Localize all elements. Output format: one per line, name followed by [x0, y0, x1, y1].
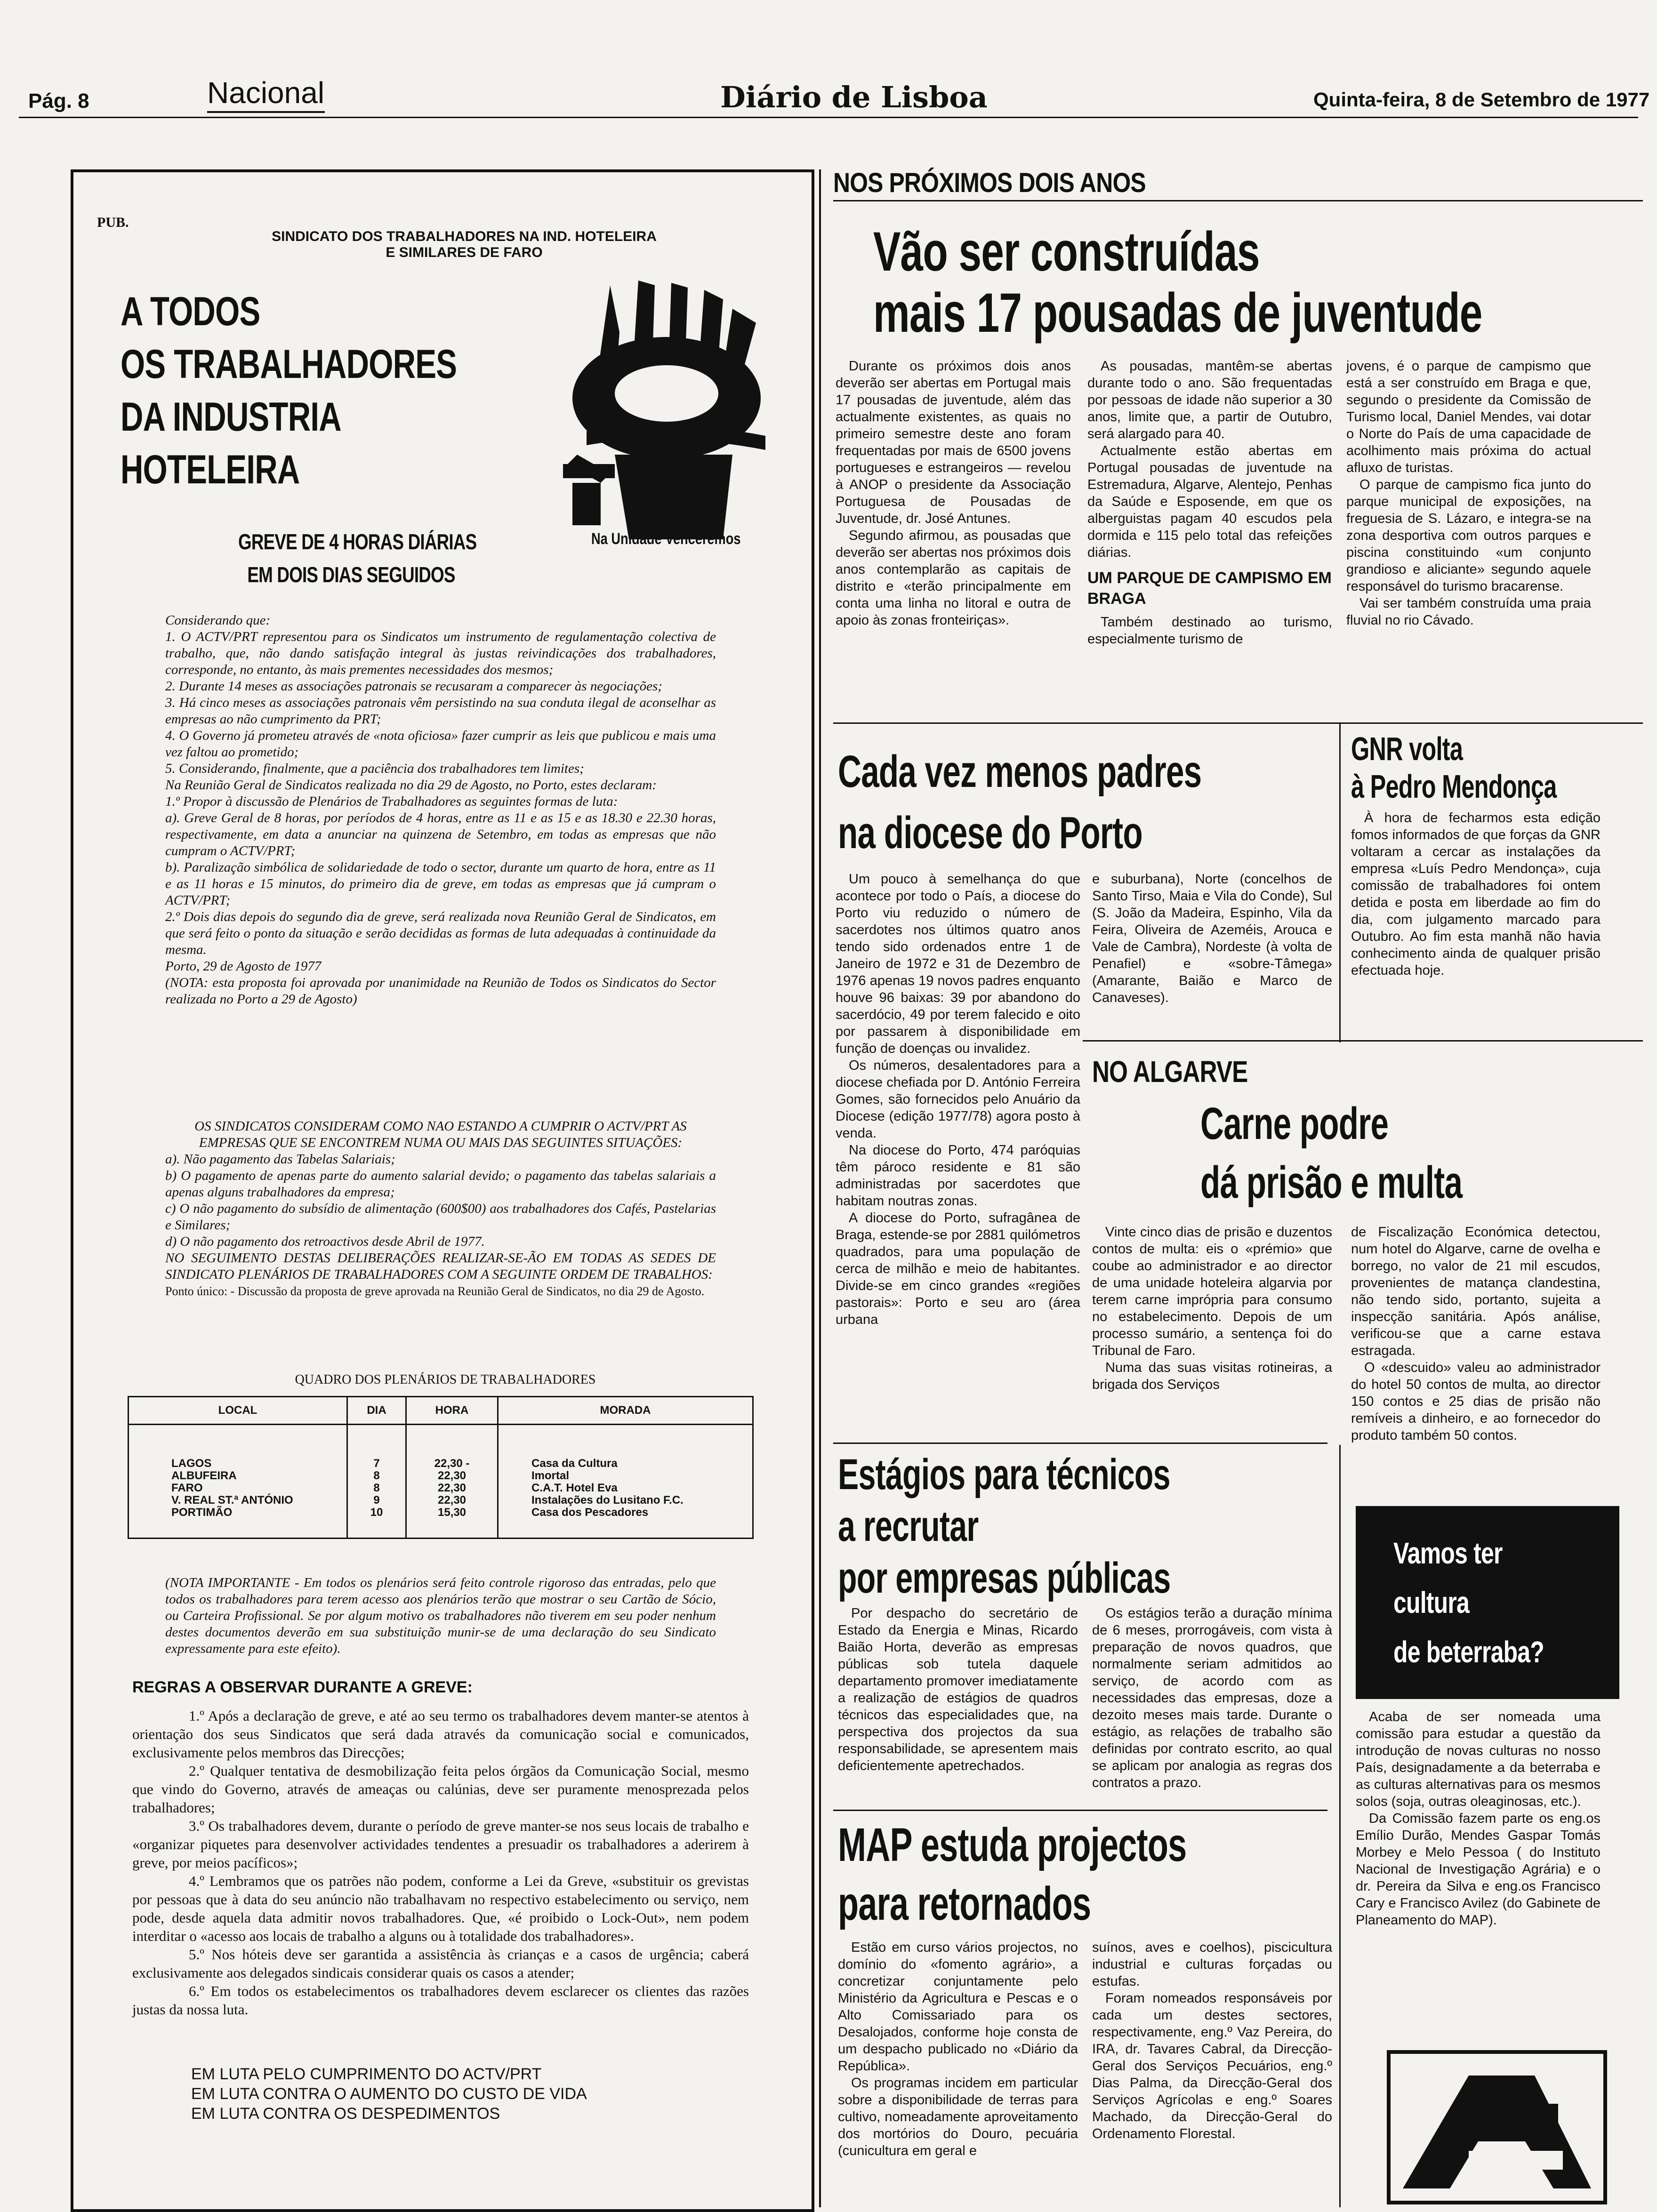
rules-title: REGRAS A OBSERVAR DURANTE A GREVE:: [132, 1678, 473, 1696]
ad-paragraph: 1. O ACTV/PRT representou para os Sindicatos um instrumento de regulamentação colectiva de trabalho, que, não dando satisfação integral às justas reivindicações dos trabalhadores, corresponde, no entanto, às mais prementes necessidades dos mesmos;: [165, 629, 716, 677]
table-header-dia: DIA: [347, 1397, 406, 1425]
paragraph: Durante os próximos dois anos deverão ser abertas em Portugal mais 17 pousadas de juventude, além das actualmente existentes, as quais no primeiro semestre deste ano foram frequentadas por mais de 6500 jovens portugueses e estrangeiros — revelou à ANOP o presidente da Associação Portuguesa de Pousadas de Juventude, dr. José Antunes.: [836, 359, 1071, 526]
slogan: EM LUTA CONTRA O AUMENTO DO CUSTO DE VIDA: [191, 2085, 587, 2103]
table-cell: 22,30: [406, 1494, 498, 1507]
paragraph: suínos, aves e coelhos), piscicultura industrial e culturas forçadas ou estufas.: [1092, 1940, 1332, 1989]
rule-item: 1.º Após a declaração de greve, e até ao seu termo os trabalhadores devem manter-se atentos à orientação dos seus Sindicatos que será dada através da comunicação social e comunicados, exclusivamente pelos membros das Direcções;: [132, 1707, 749, 1761]
table-cell: 7: [347, 1458, 406, 1470]
estagios-column-2: [1092, 1605, 1332, 1791]
consider-item: d) O não pagamento dos retroactivos desde Abril de 1977.: [165, 1234, 485, 1249]
ad-conditions: [165, 1118, 716, 1299]
ad-headline-line1: A TODOS: [121, 289, 260, 334]
padres-headline-1: Cada vez menos padres: [838, 746, 1202, 797]
table-cell: C.A.T. Hotel Eva: [498, 1482, 753, 1494]
ad-paragraph: Considerando que:: [165, 613, 271, 628]
section-rule: [833, 200, 1643, 201]
ad-headline: [121, 285, 552, 496]
paragraph: jovens, é o parque de campismo que está a ser construído em Braga e que, segundo o presidente da Comissão de Turismo local, Daniel Mendes, vai dotar o Norte do País de uma capacidade de acolhimento mais próxima do actual afluxo de turistas.: [1346, 359, 1591, 475]
paragraph: Numa das suas visitas rotineiras, a brigada dos Serviços: [1092, 1360, 1332, 1392]
estagios-headline-2: a recrutar: [838, 1502, 979, 1550]
paragraph: Da Comissão fazem parte os eng.os Emílio Durão, Mendes Gaspar Tomás Morbey e Melo Pessoa ( do Instituto Nacional de Investigação Agrária) e o dr. Pereira da Silva e eng.os Francisco Cary e Francisco Avilez (do Gabinete de Planeamento do MAP).: [1356, 1811, 1601, 1928]
paragraph: Estão em curso vários projectos, no domínio do «fomento agrário», a concretizar conjuntamente pelo Ministério da Agricultura e Pescas e o Alto Comissariado para os Desalojados, conforme hoje consta de um despacho publicado no «Diário da República».: [838, 1940, 1078, 2074]
paragraph: Os estágios terão a duração mínima de 6 meses, prorrogáveis, com vista à preparação de novos quadros, que normalmente seriam admitidos ao serviço, de acordo com as necessidades das empresas, doze a dezoito meses mais tarde. Durante o estágio, as relações de trabalho são definidas por contrato escrito, ao qual se aplicam por analogia as regras dos contratos a prazo.: [1092, 1606, 1332, 1790]
consider-item: a). Não pagamento das Tabelas Salariais;: [165, 1152, 395, 1167]
paragraph: de Fiscalização Económica detectou, num hotel do Algarve, carne de ovelha e borrego, no valor de 21 mil escudos, provenientes de matança clandestina, não tendo sido, portanto, sujeita a inspecção sanitária. Após análise, verificou-se que a carne estava estragada.: [1351, 1225, 1601, 1358]
strike-line1: GREVE DE 4 HORAS DIÁRIAS: [238, 529, 477, 554]
pousadas-column-2: [1087, 358, 1332, 648]
paragraph: Vinte cinco dias de prisão e duzentos contos de multa: eis o «prémio» que coube ao administrador e ao director de uma unidade hoteleira algarvia por terem carne imprópria para consumo no estabelecimento. Depois de um processo sumário, a sentença foi do Tribunal de Faro.: [1092, 1225, 1332, 1358]
plenaries-table: [128, 1396, 754, 1539]
beterraba-title-box: [1356, 1506, 1619, 1699]
section-rule: [833, 722, 1643, 724]
map-headline-1: MAP estuda projectos: [838, 1819, 1187, 1871]
table-cell: 8: [347, 1482, 406, 1494]
pousadas-subhead: UM PARQUE DE CAMPISMO EM BRAGA: [1087, 569, 1332, 608]
table-cell: ALBUFEIRA: [129, 1470, 347, 1482]
carne-column-2: [1351, 1224, 1601, 1444]
beterraba-title-2: cultura: [1393, 1586, 1469, 1619]
pousadas-column-3: [1346, 358, 1591, 629]
table-cell: 8: [347, 1470, 406, 1482]
pousadas-headline-1: Vão ser construídas: [873, 221, 1260, 283]
logo-caption: Na Unidade Venceremos: [591, 530, 741, 548]
ad-paragraph: 4. O Governo já prometeu através de «nota oficiosa» fazer cumprir as leis que publicou e mais uma vez faltou ao prometido;: [165, 728, 716, 760]
carne-column-1: [1092, 1224, 1332, 1393]
table-cell: PORTIMÃO: [129, 1507, 347, 1539]
union-name: [191, 229, 737, 261]
carne-headline-2: dá prisão e multa: [1200, 1157, 1463, 1208]
section-title: Nacional: [207, 76, 325, 110]
strike-rules: [132, 1707, 749, 2019]
pousadas-column-1: [836, 358, 1071, 629]
column-rule: [1339, 1445, 1341, 2207]
pousadas-headline-2: mais 17 pousadas de juventude: [873, 282, 1482, 344]
slogan: EM LUTA CONTRA OS DESPEDIMENTOS: [191, 2105, 500, 2123]
paragraph: Foram nomeados responsáveis por cada um destes sectores, respectivamente, eng.º Vaz Pereira, do IRA, dr. Tavares Cabral, da Direcção-Geral dos Serviços Pecuários, eng.º Dias Palma, da Direcção-Geral dos Serviços Agrícolas e eng.º Soares Machado, da Direcção-Geral do Ordenamento Florestal.: [1092, 1991, 1332, 2141]
table-cell: Imortal: [498, 1470, 753, 1482]
estagios-column-1: [838, 1605, 1078, 1774]
padres-column-1: [836, 871, 1080, 1328]
map-headline-2: para retornados: [838, 1877, 1091, 1930]
table-cell: Instalações do Lusitano F.C.: [498, 1494, 753, 1507]
union-name-line2: E SIMILARES DE FARO: [386, 245, 543, 260]
table-cell: 9: [347, 1494, 406, 1507]
column-rule: [1339, 722, 1341, 1042]
newspaper-masthead: Diário de Lisboa: [720, 80, 988, 114]
paragraph: À hora de fecharmos esta edição fomos informados de que forças da GNR voltaram a cercar as instalações da empresa «Luís Pedro Mendonça», cuja comissão de trabalhadores foi ontem detida e posta em liberdade ao fim do dia, com julgamento marcado para Outubro. Ao fim esta manhã não havia conhecimento ainda de qualquer prisão efectuada hoje.: [1351, 810, 1601, 978]
ad-paragraph: a). Greve Geral de 8 horas, por períodos de 4 horas, entre as 11 e as 15 e as 18.30 e 22.30 horas, respectivamente, em data a anunciar na quinzena de Setembro, em todas as empresas que não cumpram o ACTV/PRT;: [165, 810, 716, 858]
rule-item: 5.º Nos hóteis deve ser garantida a assistência às crianças e a casos de urgência; caberá exclusivamente aos delegados sindicais considerar quais os casos a atender;: [132, 1946, 749, 1981]
ad-headline-line4: HOTELEIRA: [121, 447, 300, 492]
ad-paragraph: 5. Considerando, finalmente, que a paciência dos trabalhadores tem limites;: [165, 761, 584, 776]
map-column-1: [838, 1939, 1078, 2159]
table-row: [129, 1458, 753, 1470]
header-rule: [19, 117, 1638, 118]
union-name-line1: SINDICATO DOS TRABALHADORES NA IND. HOTELEIRA: [272, 229, 657, 244]
table-cell: 22,30: [406, 1482, 498, 1494]
paragraph: Um pouco à semelhança do que acontece por todo o País, a diocese do Porto viu reduzido o número de sacerdotes nos últimos quatro anos tendo sido ordenados entre 1 de Janeiro de 1972 e 31 de Dezembro de 1976 apenas 19 novos padres enquanto houve 96 baixas: 39 por abandono do sacerdócio, 49 por terem falecido e oito por passarem à disponibilidade em função de doenças ou invalidez.: [836, 872, 1080, 1056]
issue-date: Quinta-feira, 8 de Setembro de 1977: [1313, 88, 1650, 111]
single-point: Ponto único: - Discussão da proposta de greve aprovada na Reunião Geral de Sindicatos, no dia 29 de Agosto.: [165, 1284, 705, 1298]
paragraph: Por despacho do secretário de Estado da Energia e Minas, Ricardo Baião Horta, deverão as empresas públicas sob tutela daquele departamento promover imediatamente a realização de estágios de quadros técnicos das especialidades que, na perspectiva dos projectos da sua responsabilidade, se apresentem mais deficientemente apetrechados.: [838, 1606, 1078, 1773]
paragraph: Segundo afirmou, as pousadas que deverão ser abertas nos próximos dois anos contemplarão as capitais de distrito e «terão principalmente em conta uma linha no litoral e outra de apoio às zonas fronteiriças».: [836, 528, 1071, 628]
consider-item: b) O pagamento de apenas parte do aumento salarial devido; o pagamento das tabelas salariais a apenas alguns trabalhadores da empresa;: [165, 1168, 716, 1200]
paragraph: O parque de campismo fica junto do parque municipal de exposições, na freguesia de S. Lázaro, e integra-se na zona desportiva com outros parques e piscina constituindo «um conjunto grandioso e aliciante» segundo aquele responsável do turismo bracarense.: [1346, 477, 1591, 594]
consider-item: c) O não pagamento do subsídio de alimentação (600$00) aos trabalhadores dos Cafés, Pastelarias e Similares;: [165, 1201, 716, 1233]
map-column-2: [1092, 1939, 1332, 2142]
paragraph: Os programas incidem em particular sobre a disponibilidade de terras para cultivo, nomeadamente aproveitamento dos mortórios do Douro, pecuária (cunicultura em geral e: [838, 2076, 1078, 2158]
ad-headline-line3: DA INDUSTRIA: [121, 394, 341, 440]
table-cell: 22,30: [406, 1470, 498, 1482]
carne-kicker: NO ALGARVE: [1092, 1055, 1248, 1089]
paragraph: Na diocese do Porto, 474 paróquias têm pároco residente e 81 são administradas por sacerdotes que habitam noutras zonas.: [836, 1143, 1080, 1209]
consider-title: OS SINDICATOS CONSIDERAM COMO NAO ESTANDO A CUMPRIR O ACTV/PRT AS EMPRESAS QUE SE ENCONTREM NUMA OU MAIS DAS SEGUINTES SITUAÇÕES:: [194, 1119, 687, 1150]
table-cell: V. REAL ST.ª ANTÓNIO: [129, 1494, 347, 1507]
strike-line2: EM DOIS DIAS SEGUIDOS: [247, 562, 455, 587]
table-cell: 15,30: [406, 1507, 498, 1539]
gnr-text: [1351, 809, 1601, 979]
paragraph: Acaba de ser nomeada uma comissão para estudar a questão da introdução de novas culturas no nosso País, designadamente a da beterraba e as culturas alternativas para os mesmos solos (soja, outras oleaginosas, etc.).: [1356, 1709, 1601, 1809]
column-rule: [819, 169, 821, 2207]
corner-graphic-logo: [1384, 2047, 1610, 2207]
fist-cutlery-logo: [544, 276, 789, 539]
slogans: [191, 2064, 587, 2124]
gnr-headline-2: à Pedro Mendonça: [1351, 768, 1557, 805]
table-header-local: LOCAL: [129, 1397, 347, 1425]
section-rule: [833, 1810, 1327, 1811]
rule-item: 6.º Em todos os estabelecimentos os trabalhadores devem esclarecer os clientes das razões justas da nossa luta.: [132, 1983, 749, 2018]
estagios-headline-3: por empresas públicas: [838, 1554, 1171, 1602]
union-advertisement: [71, 169, 814, 2212]
padres-headline-2: na diocese do Porto: [838, 808, 1142, 858]
table-row: [129, 1482, 753, 1494]
table-cell: LAGOS: [129, 1458, 347, 1470]
important-note: (NOTA IMPORTANTE - Em todos os plenários será feito controle rigoroso das entradas, pelo que todos os trabalhadores para terem acesso aos plenários terão que mostrar o seu Cartão de Sócio, ou Carteira Profissional. Se por algum motivo os trabalhadores não tiverem em seu poder nenhum destes documentos deverão em sua substituição munir-se de uma declaração do seu Sindicato expressamente para este efeito).: [165, 1575, 716, 1656]
paragraph: A diocese do Porto, sufragânea de Braga, estende-se por 2881 quilómetros quadrados, para uma população de cerca de milhão e meio de habitantes. Divide-se em cinco grandes «regiões pastorais»: Porto e seu aro (área urbana: [836, 1210, 1080, 1327]
table-cell: Casa dos Pescadores: [498, 1507, 753, 1539]
page-number: Pág. 8: [28, 89, 89, 112]
padres-column-2: [1092, 871, 1332, 1006]
ad-paragraph: 3. Há cinco meses as associações patronais vêm persistindo na sua conduta ilegal de aconselhar as empresas ao não cumprimento da PRT;: [165, 695, 716, 727]
pousadas-kicker: NOS PRÓXIMOS DOIS ANOS: [833, 168, 1146, 198]
table-cell: Casa da Cultura: [498, 1458, 753, 1470]
ad-headline-line2: OS TRABALHADORES: [121, 342, 457, 387]
paragraph: As pousadas, mantêm-se abertas durante todo o ano. São frequentadas por pessoas de idade não superior a 30 anos, limite que, a partir de Outubro, será alargado para 40.: [1087, 359, 1332, 441]
pub-label: PUB.: [97, 215, 129, 230]
rule-item: 3.º Os trabalhadores devem, durante o período de greve manter-se nos seus locais de trabalho e «organizar piquetes para desenvolver actividades tendentes a presuadir os trabalhadores a aderirem à greve, por meios pacíficos»;: [132, 1818, 749, 1871]
rule-item: 4.º Lembramos que os patrões não podem, conforme a Lei da Greve, «substituir os grevistas por pessoas que à data do seu anúncio não trabalhavam no respectivo estabelecimento ou serviço, nem pode, desde aquela data admitir novos trabalhadores. Que, «é proibido o Lock-Out», nem podem interditar o «acesso aos locais de trabalho a alguns ou à totalidade dos trabalhadores».: [132, 1873, 749, 1944]
rule-item: 2.º Qualquer tentativa de desmobilização feita pelos órgãos da Comunicação Social, mesmo que vindo do Governo, através de ameaças ou calúnias, deve ser puramente menosprezada pelos trabalhadores;: [132, 1763, 749, 1816]
section-rule: [1083, 1040, 1643, 1042]
section-rule: [833, 1443, 1327, 1444]
ad-paragraph: 2. Durante 14 meses as associações patronais se recusaram a comparecer às negociações;: [165, 679, 662, 694]
table-cell: 10: [347, 1507, 406, 1539]
beterraba-title-3: de beterraba?: [1393, 1635, 1544, 1669]
section-underline: [207, 111, 325, 113]
ad-paragraph: (NOTA: esta proposta foi aprovada por unanimidade na Reunião de Todos os Sindicatos do Sector realizada no Porto a 29 de Agosto): [165, 975, 716, 1007]
table-cell: 22,30 -: [406, 1458, 498, 1470]
table-row: [129, 1494, 753, 1507]
table-row: [129, 1470, 753, 1482]
ad-paragraph: b). Paralização simbólica de solidariedade de todo o sector, durante um quarto de hora, entre as 11 e as 11 horas e 15 minutos, do primeiro dia de greve, em todas as empresas que já cumpram o ACTV/PRT;: [165, 860, 716, 908]
paragraph: e suburbana), Norte (concelhos de Santo Tirso, Maia e Vila do Conde), Sul (S. João da Madeira, Espinho, Vila da Feira, Oliveira de Azeméis, Arouca e Vale de Cambra), Nordeste (à volta de Penafiel) e «sobre-Tâmega» (Amarante, Baião e Marco de Canaveses).: [1092, 872, 1332, 1005]
paragraph: Actualmente estão abertas em Portugal pousadas de juventude na Estremadura, Algarve, Alentejo, Penhas da Saúde e Esposende, em que os alberguistas pagam 40 escudos pela dormida e 115 pelo total das refeições diárias.: [1087, 443, 1332, 560]
ad-declaration: [165, 612, 716, 1008]
table-header-morada: MORADA: [498, 1397, 753, 1425]
followup-text: NO SEGUIMENTO DESTAS DELIBERAÇÕES REALIZAR-SE-ÃO EM TODAS AS SEDES DE SINDICATO PLENÁRIOS DE TRABALHADORES COM A SEGUINTE ORDEM DE TRABALHOS:: [165, 1250, 716, 1282]
table-header-hora: HORA: [406, 1397, 498, 1425]
paragraph: Também destinado ao turismo, especialmente turismo de: [1087, 615, 1332, 647]
ad-paragraph: 1.º Propor à discussão de Plenários de Trabalhadores as seguintes formas de luta:: [165, 794, 618, 809]
strike-announcement: [210, 525, 492, 591]
ad-paragraph: Porto, 29 de Agosto de 1977: [165, 959, 322, 974]
ad-paragraph: Na Reunião Geral de Sindicatos realizada no dia 29 de Agosto, no Porto, estes declaram:: [165, 777, 657, 793]
table-title: QUADRO DOS PLENÁRIOS DE TRABALHADORES: [295, 1372, 596, 1387]
gnr-headline-1: GNR volta: [1351, 730, 1463, 767]
paragraph: Os números, desalentadores para a diocese chefiada por D. António Ferreira Gomes, são fornecidos pelo Anuário da Diocese (edição 1977/78) agora posto à venda.: [836, 1058, 1080, 1141]
estagios-headline-1: Estágios para técnicos: [838, 1451, 1170, 1499]
paragraph: Vai ser também construída uma praia fluvial no rio Cávado.: [1346, 596, 1591, 628]
beterraba-title-1: Vamos ter: [1393, 1536, 1503, 1570]
ad-paragraph: 2.º Dois dias depois do segundo dia de greve, será realizada nova Reunião Geral de Sindicatos, em que será feito o ponto da situação e serão decididas as formas de luta adequadas à continuidade da mesma.: [165, 909, 716, 957]
beterraba-text: [1356, 1708, 1601, 1929]
slogan: EM LUTA PELO CUMPRIMENTO DO ACTV/PRT: [191, 2065, 542, 2083]
carne-headline-1: Carne podre: [1200, 1098, 1389, 1149]
paragraph: O «descuido» valeu ao administrador do hotel 50 contos de multa, ao director 150 contos e 25 dias de prisão não remíveis a dinheiro, e ao fornecedor do produto também 50 contos.: [1351, 1360, 1601, 1443]
table-row: [129, 1507, 753, 1539]
table-cell: FARO: [129, 1482, 347, 1494]
